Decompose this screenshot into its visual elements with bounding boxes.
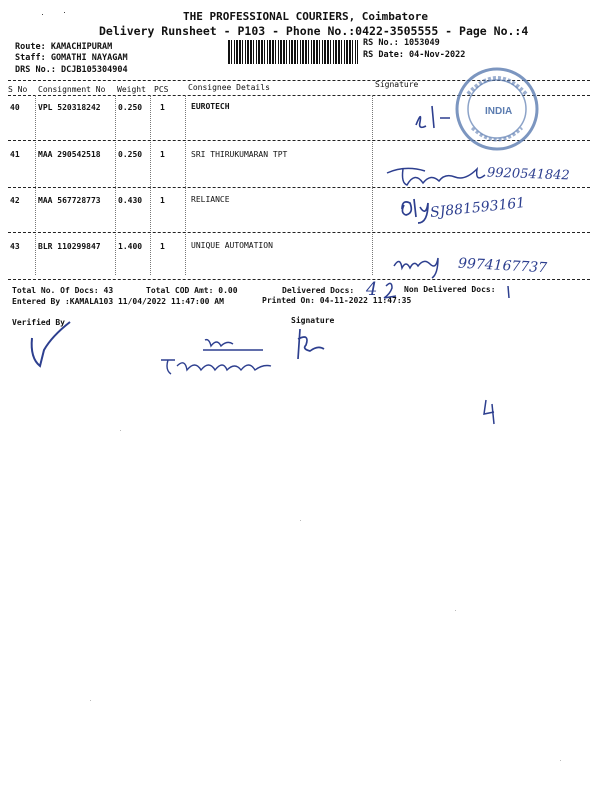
delivered-docs: Delivered Docs:: [282, 286, 355, 295]
row-consignment: MAA 290542518: [38, 150, 101, 159]
row-weight: 0.430: [118, 196, 143, 205]
printed-on: Printed On: 04-11-2022 11:47:35: [262, 296, 412, 305]
column-divider: [185, 95, 186, 275]
non-delivered-mark: [504, 284, 514, 300]
column-header-consignee: Consignee Details: [188, 83, 270, 92]
entered-by: Entered By :KAMALA103 11/04/2022 11:47:00 AM: [12, 297, 224, 306]
name-signature: [155, 336, 285, 381]
runsheet-title: Delivery Runsheet - P103 - Phone No.:0422-3505555 - Page No.:4: [99, 24, 529, 38]
column-header-signature: Signature: [375, 80, 419, 89]
row-pcs: 1: [160, 242, 165, 251]
row-weight: 0.250: [118, 103, 143, 112]
signature-label: Signature: [291, 316, 335, 325]
verified-by-label: Verified By: [12, 318, 65, 327]
route-label: Route: KAMACHIPURAM: [15, 42, 113, 52]
svg-text:INDIA: INDIA: [485, 106, 513, 117]
row-sno: 43: [10, 242, 20, 251]
row-sno: 41: [10, 150, 20, 159]
company-title: THE PROFESSIONAL COURIERS, Coimbatore: [183, 10, 429, 23]
column-divider: [115, 95, 116, 275]
scan-speck: [455, 610, 456, 611]
scan-speck: [300, 520, 301, 521]
scan-speck: [42, 14, 43, 15]
column-divider: [150, 95, 151, 275]
non-delivered-docs: Non Delivered Docs:: [404, 285, 496, 294]
column-divider: [35, 95, 36, 275]
row-weight: 1.400: [118, 242, 143, 251]
row-rule: [8, 187, 590, 188]
total-docs: Total No. Of Docs: 43: [12, 286, 114, 295]
signature-row-41: [385, 163, 495, 193]
row-pcs: 1: [160, 150, 165, 159]
row-consignee: SRI THIRUKUMARAN TPT: [191, 150, 288, 159]
row-sno: 42: [10, 196, 20, 205]
row-consignment: MAA 567728773: [38, 196, 101, 205]
row-pcs: 1: [160, 196, 165, 205]
scan-speck: [90, 700, 91, 701]
table-bottom-rule: [8, 279, 590, 280]
handwritten-number: SJ881593161: [429, 195, 526, 221]
stray-mark: [480, 398, 500, 428]
barcode: [228, 40, 358, 64]
row-consignment: VPL 520318242: [38, 103, 101, 112]
signature-scribble: [288, 325, 328, 370]
row-rule: [8, 232, 590, 233]
total-cod: Total COD Amt: 0.00: [146, 286, 238, 295]
row-consignee: RELIANCE: [191, 195, 230, 204]
scan-speck: [560, 760, 561, 761]
delivered-count-handwritten: 4: [366, 279, 378, 300]
row-consignee: UNIQUE AUTOMATION: [191, 241, 273, 250]
column-header-sno: S No: [8, 85, 28, 94]
rs-date: RS Date: 04-Nov-2022: [363, 50, 466, 60]
verified-by-signature: [26, 318, 76, 378]
rs-number: RS No.: 1053049: [363, 38, 440, 48]
row-sno: 40: [10, 103, 20, 112]
signature-row-43: [392, 252, 452, 282]
row-consignment: BLR 110299847: [38, 242, 101, 251]
staff-label: Staff: GOMATHI NAYAGAM: [15, 53, 128, 63]
column-header-pcs: PCS: [154, 85, 169, 94]
handwritten-phone: 9974167737: [457, 255, 548, 277]
delivered-count-mark: [382, 280, 398, 302]
row-pcs: 1: [160, 103, 165, 112]
row-weight: 0.250: [118, 150, 143, 159]
handwritten-phone: 9920541842: [486, 165, 570, 184]
scan-speck: [64, 12, 65, 13]
row-consignee: EUROTECH: [191, 102, 230, 111]
column-header-consignment: Consignment No: [38, 85, 106, 94]
column-divider: [372, 95, 373, 275]
scan-speck: [120, 430, 121, 431]
drs-number: DRS No.: DCJB105304904: [15, 65, 128, 75]
column-header-weight: Weight: [117, 85, 146, 94]
signature-row-40: [410, 100, 470, 140]
